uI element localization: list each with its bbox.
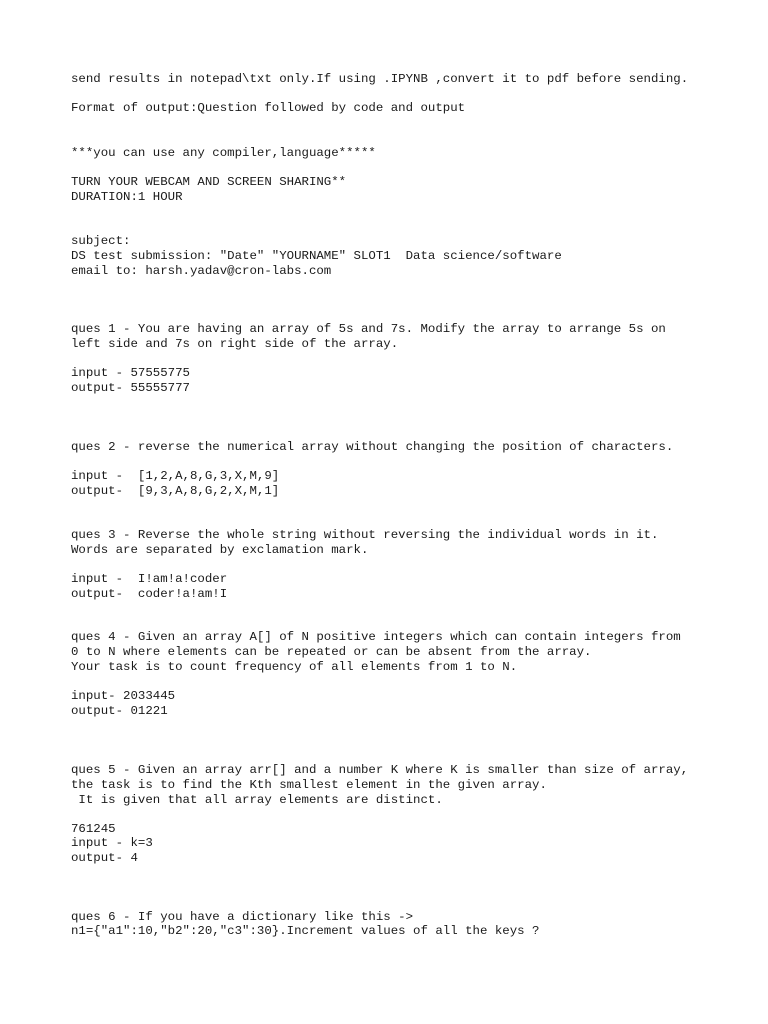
instruction-duration: DURATION:1 HOUR	[71, 190, 183, 204]
email-line: email to: harsh.yadav@cron-labs.com	[71, 264, 332, 278]
question-1-text-cont: left side and 7s on right side of the array.	[71, 337, 399, 351]
question-3-input: input - I!am!a!coder	[71, 572, 228, 586]
instruction-send-results: send results in notepad\txt only.If using .IPYNB ,convert it to pdf before sending.	[71, 72, 689, 86]
subject-line: DS test submission: "Date" "YOURNAME" SLOT1 Data science/software	[71, 249, 562, 263]
question-5-array: 761245	[71, 822, 116, 836]
question-2-input: input - [1,2,A,8,G,3,X,M,9]	[71, 469, 280, 483]
question-3-text-cont: Words are separated by exclamation mark.	[71, 543, 369, 557]
instruction-webcam: TURN YOUR WEBCAM AND SCREEN SHARING**	[71, 175, 347, 189]
subject-label: subject:	[71, 234, 131, 248]
question-2-text: ques 2 - reverse the numerical array without changing the position of characters.	[71, 440, 674, 454]
question-4-output: output- 01221	[71, 704, 168, 718]
question-5-output: output- 4	[71, 851, 138, 865]
question-1-input: input - 57555775	[71, 366, 190, 380]
question-5-text: ques 5 - Given an array arr[] and a number K where K is smaller than size of array,	[71, 763, 689, 777]
instruction-compiler: ***you can use any compiler,language*****	[71, 146, 376, 160]
question-5-text-cont: the task is to find the Kth smallest element in the given array.	[71, 778, 547, 792]
question-1-output: output- 55555777	[71, 381, 190, 395]
question-2-output: output- [9,3,A,8,G,2,X,M,1]	[71, 484, 280, 498]
question-4-text: ques 4 - Given an array A[] of N positive integers which can contain integers from	[71, 630, 681, 644]
question-5-input: input - k=3	[71, 836, 153, 850]
question-3-text: ques 3 - Reverse the whole string without reversing the individual words in it.	[71, 528, 659, 542]
question-5-note: It is given that all array elements are distinct.	[71, 793, 443, 807]
question-6-text-cont: n1={"a1":10,"b2":20,"c3":30}.Increment values of all the keys ?	[71, 924, 540, 938]
question-4-input: input- 2033445	[71, 689, 176, 703]
question-1-text: ques 1 - You are having an array of 5s and 7s. Modify the array to arrange 5s on	[71, 322, 666, 336]
question-4-task: Your task is to count frequency of all elements from 1 to N.	[71, 660, 518, 674]
question-6-text: ques 6 - If you have a dictionary like this ->	[71, 910, 414, 924]
question-3-output: output- coder!a!am!I	[71, 587, 228, 601]
instruction-output-format: Format of output:Question followed by code and output	[71, 101, 466, 115]
question-4-text-cont: 0 to N where elements can be repeated or can be absent from the array.	[71, 645, 592, 659]
